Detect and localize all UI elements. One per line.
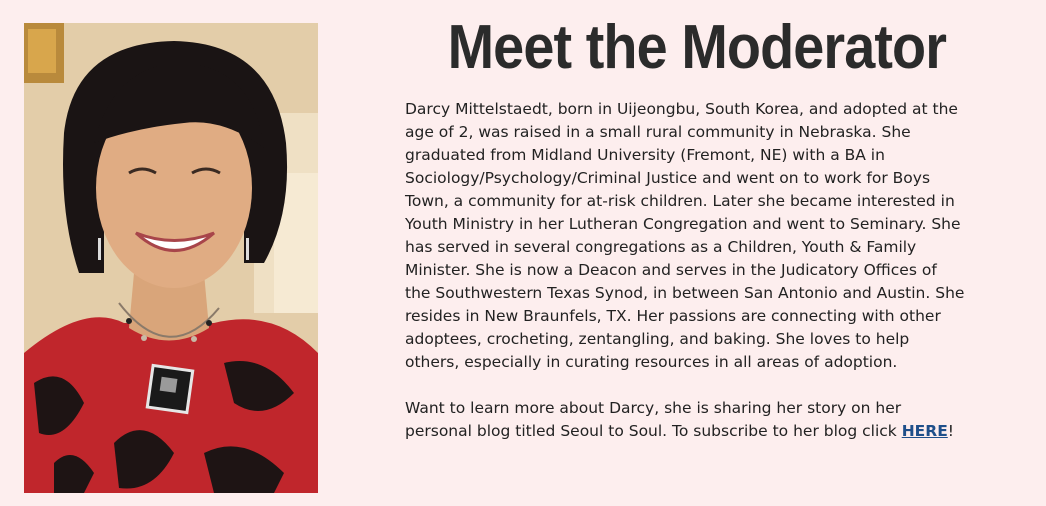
bio-line: Minister. She is now a Deacon and serves in the Judicatory Offices of — [405, 261, 937, 279]
bio-line: graduated from Midland University (Fremont, NE) with a BA in — [405, 146, 885, 164]
paragraph-spacer — [405, 374, 1025, 397]
bio-line: Sociology/Psychology/Criminal Justice and went on to work for Boys — [405, 169, 931, 187]
bio-line: has served in several congregations as a Children, Youth & Family — [405, 238, 917, 256]
moderator-bio — [405, 98, 1025, 443]
moderator-photo — [24, 23, 318, 493]
bio-line: age of 2, was raised in a small rural community in Nebraska. She — [405, 123, 911, 141]
bio-line: Darcy Mittelstaedt, born in Uijeongbu, South Korea, and adopted at the — [405, 100, 958, 118]
bio-paragraph — [405, 98, 1025, 374]
blog-line — [405, 420, 1025, 443]
moderator-portrait-illustration — [24, 23, 318, 493]
bio-line: others, especially in curating resources in all areas of adoption. — [405, 353, 898, 371]
page-title: Meet the Moderator — [447, 13, 947, 82]
subscribe-link[interactable]: HERE — [901, 422, 948, 440]
blog-line: Want to learn more about Darcy, she is sharing her story on her — [405, 399, 902, 417]
bio-line: resides in New Braunfels, TX. Her passions are connecting with other — [405, 307, 941, 325]
blog-paragraph — [405, 397, 1025, 443]
bio-line: Town, a community for at-risk children. Later she became interested in — [405, 192, 955, 210]
bio-line: Youth Ministry in her Lutheran Congregation and went to Seminary. She — [405, 215, 961, 233]
bio-line: the Southwestern Texas Synod, in between San Antonio and Austin. She — [405, 284, 965, 302]
blog-line-text: personal blog titled Seoul to Soul. To subscribe to her blog click — [405, 422, 902, 440]
blog-line-suffix: ! — [947, 422, 955, 440]
bio-line: adoptees, crocheting, zentangling, and baking. She loves to help — [405, 330, 910, 348]
